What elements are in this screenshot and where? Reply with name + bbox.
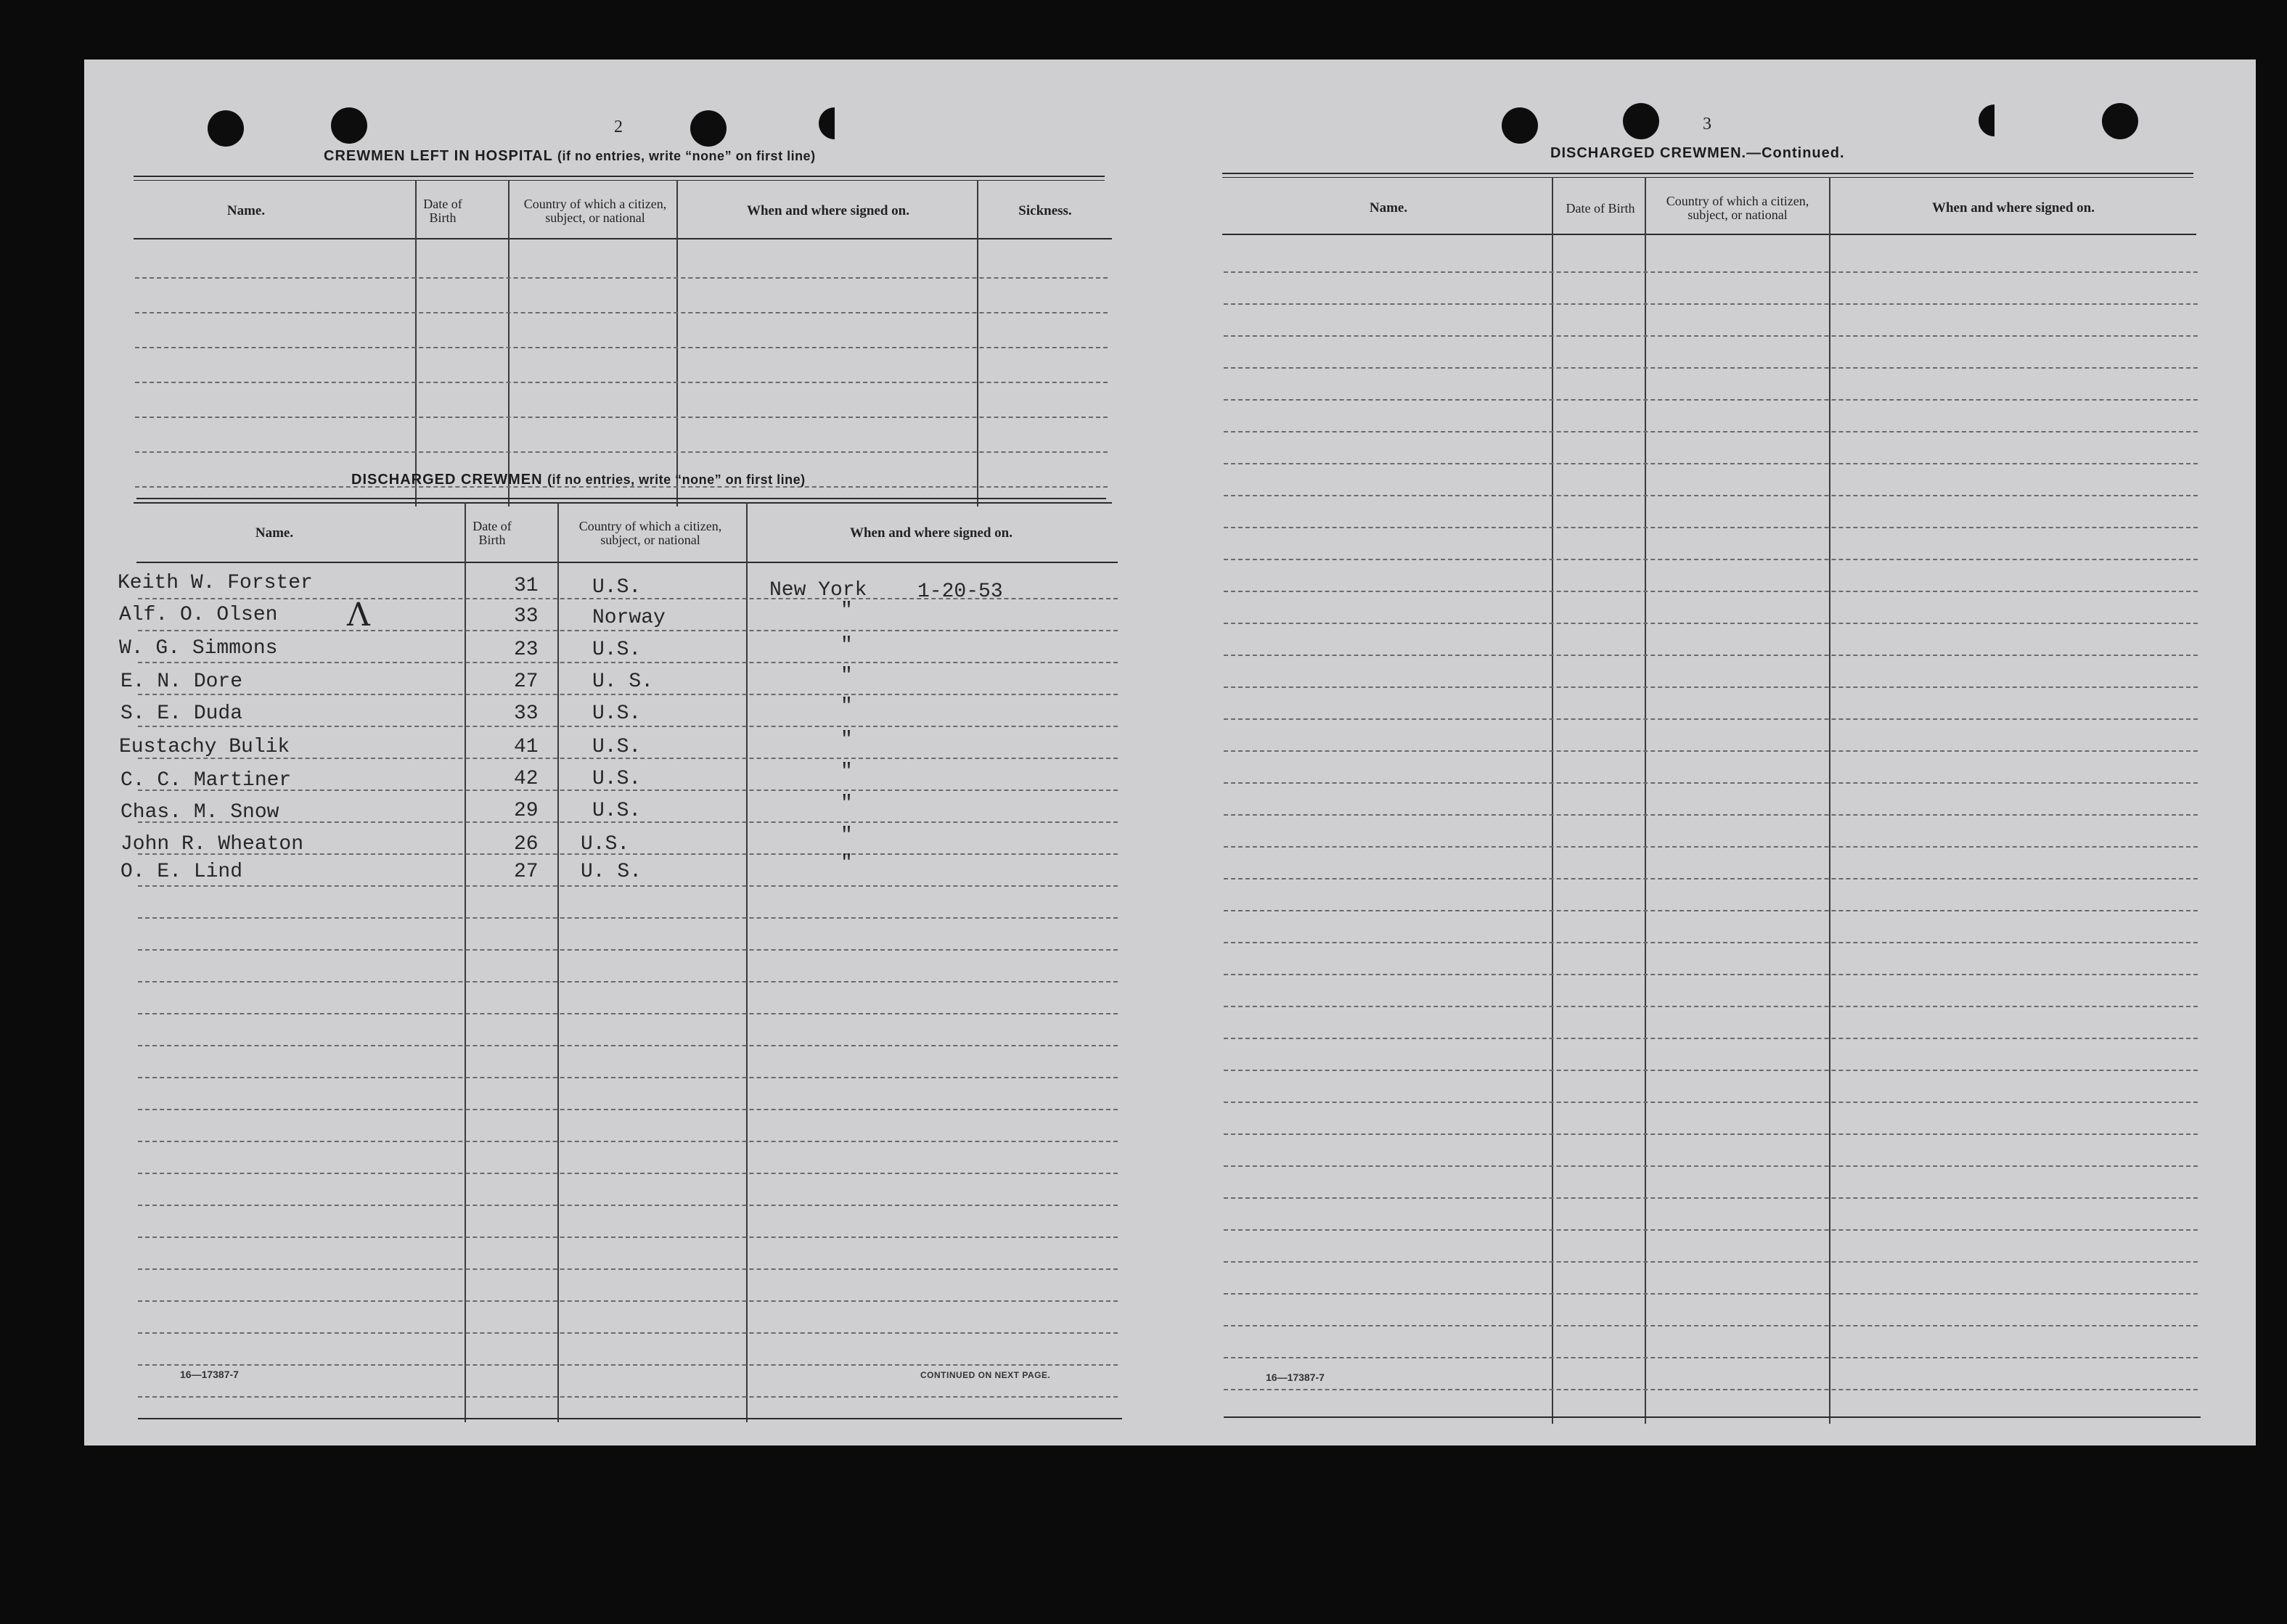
crew-signed-date: 1-20-53 (917, 581, 1003, 603)
crew-signed-ditto: " (840, 665, 853, 687)
hospital-entry-line (135, 277, 1108, 279)
discharged-entry-line (138, 1205, 1118, 1206)
right-top-rule-2 (1222, 177, 2193, 178)
hospital-col-sickness-header: Sickness. (1018, 203, 1072, 218)
discharged-entry-line (138, 1268, 1118, 1270)
discharged-entry-line (138, 885, 1118, 887)
discharged-instruction: (if no entries, write “none” on first line) (547, 472, 806, 487)
hospital-col-divider (508, 180, 510, 507)
crew-signed-place: New York (769, 579, 867, 602)
right-entry-line (1224, 942, 2198, 943)
crew-name: E. N. Dore (120, 670, 243, 693)
right-entry-line (1224, 1357, 2198, 1358)
discharged-entry-line (138, 1109, 1118, 1110)
discharged-entry-line (138, 1045, 1118, 1046)
right-entry-line (1224, 591, 2198, 592)
hospital-section-title (324, 148, 816, 165)
form-number-right: 16—17387-7 (1266, 1371, 1325, 1383)
right-entry-line (1224, 910, 2198, 911)
crew-country: U. S. (581, 861, 642, 883)
right-entry-line (1224, 463, 2198, 464)
discharged-entry-line (138, 1396, 1118, 1398)
punch-hole (819, 107, 851, 139)
crew-country: Norway (592, 607, 666, 629)
right-entry-line (1224, 367, 2198, 369)
right-col-dob-header: Date of Birth (1566, 200, 1635, 216)
right-col-signed-header: When and where signed on. (1931, 200, 2095, 216)
discharged-col-divider (465, 502, 466, 1422)
right-col-name-header: Name. (1369, 200, 1408, 216)
crew-country: U.S. (592, 639, 642, 661)
discharged-entry-line (138, 1173, 1118, 1174)
crew-country: U.S. (581, 833, 630, 856)
discharged-header-rule (136, 562, 1118, 563)
crew-country: U.S. (592, 800, 642, 822)
hospital-title: CREWMEN LEFT IN HOSPITAL (324, 148, 553, 164)
crew-name: Alf. O. Olsen (119, 604, 278, 626)
right-entry-line (1224, 399, 2198, 401)
crew-dob: 27 (514, 861, 539, 883)
discharged-title: DISCHARGED CREWMEN (351, 472, 543, 488)
discharged-entry-line (138, 630, 1118, 631)
discharged-entry-line (138, 726, 1118, 727)
discharged-entry-line (138, 1364, 1118, 1366)
crew-dob: 31 (514, 575, 539, 597)
right-entry-line (1224, 559, 2198, 560)
discharged-bottom-rule (138, 1418, 1122, 1419)
right-entry-line (1224, 431, 2198, 432)
crew-name: S. E. Duda (120, 702, 243, 725)
discharged-entry-line (138, 694, 1118, 695)
crew-dob: 33 (514, 702, 539, 725)
crew-name: O. E. Lind (120, 861, 243, 883)
crew-dob: 23 (514, 639, 539, 661)
form-number-left: 16—17387-7 (180, 1369, 239, 1380)
crew-country: U.S. (592, 576, 642, 599)
crew-dob: 27 (514, 670, 539, 693)
crew-name: Keith W. Forster (118, 572, 313, 594)
discharged-top-rule (136, 498, 1106, 499)
crew-name: Eustachy Bulik (119, 736, 290, 758)
right-entry-line (1224, 814, 2198, 816)
right-entry-line (1224, 1293, 2198, 1295)
discharged-top-rule-2 (136, 502, 1106, 503)
crew-signed-ditto: " (840, 634, 853, 657)
hospital-entry-line (135, 382, 1108, 383)
hospital-col-divider (676, 180, 678, 507)
crew-name: W. G. Simmons (119, 637, 278, 660)
right-entry-line (1224, 1006, 2198, 1007)
discharged-col-signed-header: When and where signed on. (849, 525, 1012, 541)
hospital-entry-line (135, 312, 1108, 313)
discharged-entry-line (138, 917, 1118, 919)
right-entry-line (1224, 878, 2198, 879)
punch-hole (2102, 103, 2138, 139)
crew-signed-ditto: " (840, 792, 853, 815)
crew-dob: 29 (514, 800, 539, 822)
right-entry-line (1224, 1165, 2198, 1167)
crew-country: U.S. (592, 736, 642, 758)
right-entry-line (1224, 718, 2198, 720)
discharged-entry-line (138, 1300, 1118, 1302)
discharged-entry-line (138, 1077, 1118, 1078)
discharged-entry-line (138, 1237, 1118, 1238)
document-sheet (84, 60, 2256, 1445)
discharged-entry-line (138, 1332, 1118, 1334)
right-col-divider (1645, 177, 1646, 1424)
crew-country: U. S. (592, 670, 654, 693)
right-section-title: DISCHARGED CREWMEN.—Continued. (1550, 145, 1845, 161)
discharged-entry-line (138, 1013, 1118, 1014)
punch-hole (331, 107, 367, 144)
crew-dob: 33 (514, 605, 539, 628)
hospital-entry-line (135, 347, 1108, 348)
right-entry-line (1224, 1261, 2198, 1263)
discharged-section-title (351, 472, 806, 488)
handwritten-mark: Λ (347, 596, 370, 633)
right-entry-line (1224, 271, 2198, 273)
right-entry-line (1224, 1038, 2198, 1039)
right-bottom-rule (1224, 1416, 2201, 1418)
discharged-col-name-header: Name. (255, 525, 294, 541)
right-entry-line (1224, 1133, 2198, 1135)
crew-signed-ditto: " (840, 824, 853, 847)
punch-hole (1502, 107, 1538, 144)
discharged-col-divider (557, 502, 559, 1422)
hospital-top-rule-2 (134, 180, 1105, 181)
right-col-divider (1552, 177, 1553, 1424)
hospital-col-country-header: Country of which a citizen, subject, or national (523, 197, 667, 225)
hospital-entry-line (135, 451, 1108, 453)
right-entry-line (1224, 623, 2198, 624)
right-entry-line (1224, 846, 2198, 848)
crew-dob: 41 (514, 736, 539, 758)
crew-signed-ditto: " (840, 760, 853, 783)
right-entry-line (1224, 303, 2198, 305)
hospital-header-rule (134, 238, 1112, 239)
page-number-left: 2 (614, 118, 623, 136)
right-entry-line (1224, 1229, 2198, 1231)
crew-name: C. C. Martiner (120, 769, 292, 792)
right-entry-line (1224, 335, 2198, 337)
punch-hole (1979, 104, 2010, 136)
discharged-col-dob-header: Date of Birth (472, 519, 512, 547)
crew-country: U.S. (592, 702, 642, 725)
hospital-col-divider (977, 180, 978, 507)
discharged-col-divider (746, 502, 748, 1422)
right-col-divider (1829, 177, 1830, 1424)
hospital-col-signed-header: When and where signed on. (746, 203, 909, 218)
hospital-instruction: (if no entries, write “none” on first line) (557, 149, 816, 163)
discharged-col-country-header: Country of which a citizen, subject, or national (578, 519, 722, 547)
right-entry-line (1224, 1325, 2198, 1326)
right-col-country-header: Country of which a citizen, subject, or national (1666, 194, 1809, 222)
hospital-top-rule (134, 176, 1105, 177)
discharged-entry-line (138, 981, 1118, 983)
punch-hole (208, 110, 244, 147)
continued-note: CONTINUED ON NEXT PAGE. (920, 1370, 1051, 1380)
hospital-col-name-header: Name. (226, 203, 266, 218)
right-entry-line (1224, 1197, 2198, 1199)
discharged-entry-line (138, 949, 1118, 951)
hospital-entry-line (135, 417, 1108, 418)
punch-hole (1623, 103, 1659, 139)
crew-name: John R. Wheaton (120, 833, 304, 856)
right-entry-line (1224, 686, 2198, 688)
discharged-entry-line (138, 1141, 1118, 1142)
crew-dob: 42 (514, 768, 539, 790)
hospital-col-divider (415, 180, 417, 507)
right-entry-line (1224, 495, 2198, 496)
right-top-rule (1222, 173, 2193, 174)
crew-name: Chas. M. Snow (120, 801, 279, 824)
right-entry-line (1224, 1070, 2198, 1071)
right-entry-line (1224, 527, 2198, 528)
discharged-entry-line (138, 662, 1118, 663)
crew-dob: 26 (514, 833, 539, 856)
right-entry-line (1224, 782, 2198, 784)
right-entry-line (1224, 1102, 2198, 1103)
hospital-col-dob-header: Date of Birth (423, 197, 462, 225)
right-entry-line (1224, 1389, 2198, 1390)
punch-hole (690, 110, 727, 147)
crew-signed-ditto: " (840, 852, 853, 874)
crew-signed-ditto: " (840, 599, 853, 622)
crew-country: U.S. (592, 768, 642, 790)
right-header-rule (1222, 234, 2196, 235)
right-entry-line (1224, 655, 2198, 656)
crew-signed-ditto: " (840, 695, 853, 718)
page-number-right: 3 (1703, 115, 1711, 134)
crew-signed-ditto: " (840, 729, 853, 751)
right-entry-line (1224, 974, 2198, 975)
right-entry-line (1224, 750, 2198, 752)
